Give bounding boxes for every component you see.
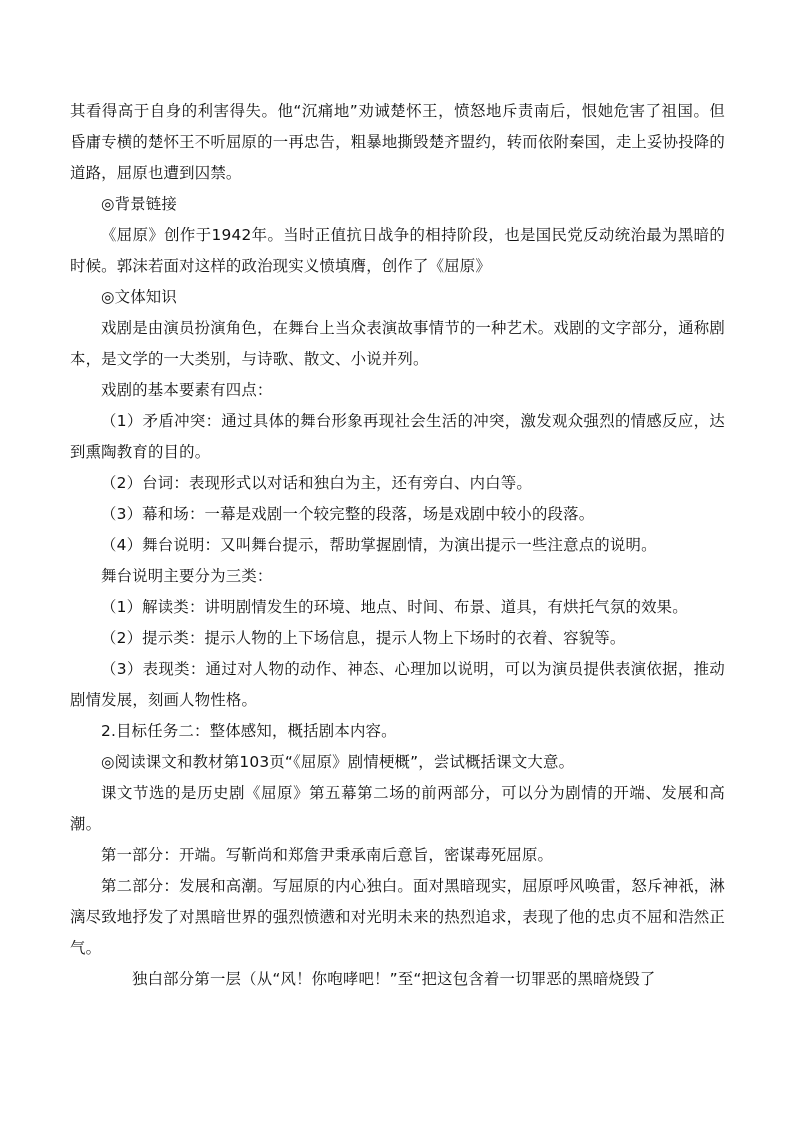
list-item-expressive: （3）表现类：通过对人物的动作、神态、心理加以说明，可以为演员提供表演依据，推动剧情发展，刻画人物性格。 [70, 660, 725, 709]
paragraph-stage-direction-types: 舞台说明主要分为三类： [101, 567, 273, 585]
list-item-stage-directions: （4）舞台说明：又叫舞台提示，帮助掌握剧情，为演出提示一些注意点的说明。 [101, 536, 657, 554]
heading-genre-knowledge: ◎文体知识 [101, 288, 177, 306]
paragraph-excerpt-structure: 课文节选的是历史剧《屈原》第五幕第二场的前两部分，可以分为剧情的开端、发展和高潮。 [70, 784, 725, 833]
paragraph-quyuan-story: 其看得高于自身的利害得失。他“沉痛地”劝诫楚怀王，愤怒地斥责南后，恨她危害了祖国。但昏庸专横的楚怀王不听屈原的一再忠告，粗暴地撕毁楚齐盟约，转而依附秦国，走上妥协投降的道路，屈原也遭到囚禁。 [70, 102, 725, 182]
list-item-prompting: （2）提示类：提示人物的上下场信息，提示人物上下场时的衣着、容貌等。 [101, 629, 626, 647]
paragraph-reading-task: ◎阅读课文和教材第103页“《屈原》剧情梗概”，尝试概括课文大意。 [101, 753, 575, 771]
paragraph-drama-elements-intro: 戏剧的基本要素有四点： [101, 381, 273, 399]
paragraph-part-one: 第一部分：开端。写靳尚和郑詹尹秉承南后意旨，密谋毒死屈原。 [101, 846, 554, 864]
list-item-lines: （2）台词：表现形式以对话和独白为主，还有旁白、内白等。 [101, 474, 532, 492]
heading-background-link: ◎背景链接 [101, 195, 177, 213]
list-item-acts-scenes: （3）幕和场：一幕是戏剧一个较完整的段落，场是戏剧中较小的段落。 [101, 505, 595, 523]
paragraph-drama-definition: 戏剧是由演员扮演角色，在舞台上当众表演故事情节的一种艺术。戏剧的文字部分，通称剧本，是文学的一大类别，与诗歌、散文、小说并列。 [70, 319, 725, 368]
list-item-conflict: （1）矛盾冲突：通过具体的舞台形象再现社会生活的冲突，激发观众强烈的情感反应，达到熏陶教育的目的。 [70, 412, 725, 461]
document-body [70, 96, 725, 995]
paragraph-part-two: 第二部分：发展和高潮。写屈原的内心独白。面对黑暗现实，屈原呼风唤雷，怒斥神祇，淋漓尽致地抒发了对黑暗世界的强烈愤懑和对光明未来的热烈追求，表现了他的忠贞不屈和浩然正气。 [70, 877, 725, 957]
paragraph-background: 《屈原》创作于1942年。当时正值抗日战争的相持阶段，也是国民党反动统治最为黑暗的时候。郭沫若面对这样的政治现实义愤填膺，创作了《屈原》 [70, 226, 725, 275]
paragraph-monologue-layer-one: 独白部分第一层（从“风！你咆哮吧！”至“把这包含着一切罪恶的黑暗烧毁了 [132, 970, 656, 988]
list-item-explanatory: （1）解读类：讲明剧情发生的环境、地点、时间、布景、道具，有烘托气氛的效果。 [101, 598, 688, 616]
heading-task-two: 2.目标任务二：整体感知，概括剧本内容。 [101, 722, 397, 740]
